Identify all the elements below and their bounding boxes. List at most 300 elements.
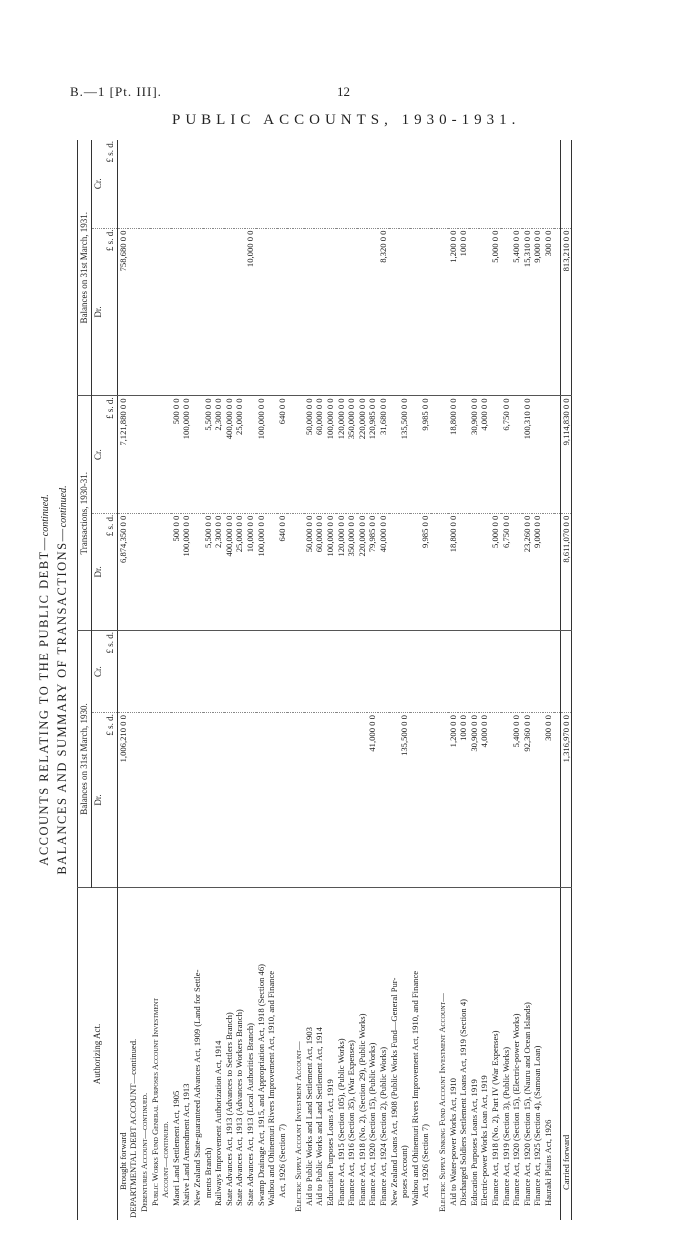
amount-cell: 400,000 0 0 [224, 396, 235, 513]
amount-cell [224, 140, 235, 228]
page-number: 12 [337, 84, 350, 99]
amount-cell [266, 631, 277, 713]
table-row [522, 140, 533, 1220]
row-label: Finance Act, 1918 (No. 2), (Section 29), (Public Works) [356, 1013, 367, 1206]
amount-cell [479, 140, 490, 228]
amount-cell [458, 140, 469, 228]
amount-cell: 100,000 0 0 [325, 513, 336, 630]
table-row [277, 140, 288, 1220]
amount-cell [160, 713, 171, 888]
table-row [139, 140, 150, 1220]
amount-cell [192, 140, 203, 228]
amount-cell: 100,000 0 0 [256, 396, 267, 513]
amount-cell: 300 0 0 [543, 228, 554, 396]
amount-cell [410, 396, 421, 513]
amount-cell [336, 140, 347, 228]
amount-cell [139, 513, 150, 630]
amount-cell [128, 631, 139, 713]
row-label: New Zealand Loans Act, 1908 (Public Works Fund—General Pur- [388, 977, 399, 1206]
amount-cell [203, 140, 214, 228]
amount-cell: 30,900 0 0 [469, 713, 480, 888]
row-label: Education Purposes Loans Act, 1919 [468, 1079, 479, 1206]
col-balances-1931: Balances on 31st March, 1931. [78, 140, 92, 396]
amount-cell [181, 140, 192, 228]
amount-cell [479, 631, 490, 713]
amount-cell [224, 228, 235, 396]
row-label: Swamp Drainage Act, 1915, and Appropriation Act, 1918 (Section 46) [255, 963, 266, 1206]
row-label: Education Purposes Loans Act, 1919 [325, 1079, 336, 1206]
table-row [490, 140, 501, 1220]
amount-cell [150, 140, 161, 228]
table-row [234, 140, 245, 1220]
amount-cell [389, 228, 400, 396]
amount-cell [128, 513, 139, 630]
amount-cell: 41,000 0 0 [367, 713, 378, 888]
amount-cell [256, 631, 267, 713]
amount-cell [128, 228, 139, 396]
amount-cell [437, 140, 448, 228]
row-label: Brought forward [117, 1132, 128, 1190]
amount-cell [224, 631, 235, 713]
amount-cell [171, 228, 182, 396]
amount-cell: 9,000 0 0 [532, 228, 543, 396]
amount-cell [139, 396, 150, 513]
table-row [150, 140, 161, 1220]
row-label: Act, 1926 (Section 7) [420, 1124, 431, 1198]
amount-cell [511, 631, 522, 713]
amount-cell [192, 228, 203, 396]
amount-cell [256, 140, 267, 228]
amount-cell [139, 140, 150, 228]
amount-cell [469, 228, 480, 396]
amount-cell [522, 631, 533, 713]
amount-cell: 500 0 0 [171, 396, 182, 513]
table-row [346, 140, 357, 1220]
row-label: Finance Act, 1920 (Section 15), (Nauru and Ocean Islands) [521, 1002, 532, 1206]
amount-cell: 120,985 0 0 [367, 396, 378, 513]
amount-cell [293, 513, 304, 630]
row-label: Waihou and Ohinemuri Rivers Improvement Act, 1910, and Finance [266, 970, 277, 1206]
amount-cell: 1,200 0 0 [448, 228, 459, 396]
amount-cell [336, 713, 347, 888]
amount-cell [314, 713, 325, 888]
row-label: Maori Land Settlement Act, 1905 [170, 1090, 181, 1206]
amount-cell [511, 396, 522, 513]
amount-cell [469, 140, 480, 228]
amount-cell [139, 713, 150, 888]
col-transactions: Transactions, 1930-31. [78, 396, 92, 631]
unit-label: £ s. d. [104, 396, 117, 513]
amount-cell: 10,000 0 0 [245, 513, 256, 630]
amount-cell [410, 513, 421, 630]
amount-cell [266, 713, 277, 888]
amount-cell: 5,000 0 0 [490, 228, 501, 396]
row-label: Finance Act, 1918 (No. 2), Part IV (War Expenses) [489, 1030, 500, 1206]
amount-cell [437, 396, 448, 513]
row-label: Aid to Public Works and Land Settlement Act, 1914 [314, 1027, 325, 1206]
table-row [420, 140, 431, 1220]
amount-cell: 79,985 0 0 [367, 513, 378, 630]
row-label: State Advances Act, 1913 (Local Authorities Branch) [244, 1022, 255, 1206]
amount-cell [490, 631, 501, 713]
amount-cell [181, 228, 192, 396]
unit-label: £ s. d. [104, 228, 117, 396]
row-label: Electric Supply Sinking Fund Account Investment Account— [437, 993, 447, 1212]
table-body [117, 140, 571, 1220]
amount-cell [410, 631, 421, 713]
amount-cell [469, 631, 480, 713]
amount-cell [304, 228, 315, 396]
amount-cell [192, 396, 203, 513]
amount-cell [245, 140, 256, 228]
row-label: State Advances Act, 1913 (Advances to Workers Branch) [234, 1009, 245, 1206]
amount-cell [389, 513, 400, 630]
table-row [501, 140, 512, 1220]
amount-cell [543, 140, 554, 228]
amount-cell [128, 713, 139, 888]
amount-cell [150, 228, 161, 396]
table-row [304, 140, 315, 1220]
amount-cell [490, 713, 501, 888]
amount-cell: 758,680 0 0 [117, 228, 128, 396]
row-label: ments Branch) [202, 1147, 213, 1198]
col-authorizing-act: Authorizing Act. [78, 888, 118, 1221]
amount-cell: 4,000 0 0 [479, 713, 490, 888]
row-label: Hauraki Plains Act, 1926 [542, 1119, 553, 1206]
unit-label: £ s. d. [104, 713, 117, 888]
amount-cell [325, 713, 336, 888]
col-dr: Dr. [91, 228, 104, 396]
amount-cell [117, 631, 128, 713]
amount-cell [293, 713, 304, 888]
row-label: Electric Supply Account Investment Account— [293, 1041, 304, 1212]
amount-cell: 100,000 0 0 [256, 513, 267, 630]
amount-cell [128, 140, 139, 228]
amount-cell [293, 396, 304, 513]
amount-cell: 135,500 0 0 [399, 713, 410, 888]
amount-cell: 1,200 0 0 [448, 713, 459, 888]
amount-cell [532, 631, 543, 713]
amount-cell [203, 713, 214, 888]
amount-cell: 5,400 0 0 [511, 228, 522, 396]
table-title: ACCOUNTS RELATING TO THE PUBLIC DEBT—continued. [37, 494, 51, 866]
amount-cell [325, 228, 336, 396]
amount-cell: 640 0 0 [277, 396, 288, 513]
amount-cell [501, 713, 512, 888]
amount-cell: 9,000 0 0 [532, 513, 543, 630]
amount-cell [501, 631, 512, 713]
amount-cell [469, 513, 480, 630]
row-label: Finance Act, 1925 (Section 4), (Samoan Loan) [532, 1045, 543, 1206]
amount-cell: 92,360 0 0 [522, 713, 533, 888]
table-row [192, 140, 203, 1220]
table-row [293, 140, 304, 1220]
row-label: Public Works Fund General Purposes Account Investment [149, 998, 160, 1206]
row-label: Debentures Account—continued. [138, 1092, 149, 1212]
amount-cell [234, 140, 245, 228]
amount-cell [314, 140, 325, 228]
amount-cell: 6,750 0 0 [501, 396, 512, 513]
row-label: Electric-power Works Loan Act, 1919 [479, 1075, 490, 1206]
amount-cell: 5,500 0 0 [203, 396, 214, 513]
amount-cell [511, 140, 522, 228]
amount-cell [367, 228, 378, 396]
amount-cell [367, 140, 378, 228]
amount-cell [325, 631, 336, 713]
amount-cell [266, 228, 277, 396]
amount-cell [532, 140, 543, 228]
row-label: Discharged Soldiers Settlement Loans Act, 1919 (Section 4) [458, 998, 469, 1206]
table-row [266, 140, 277, 1220]
table-row [448, 140, 459, 1220]
amount-cell: 300 0 0 [543, 713, 554, 888]
amount-cell [399, 631, 410, 713]
amount-cell [150, 513, 161, 630]
amount-cell [479, 228, 490, 396]
amount-cell: 100,000 0 0 [181, 513, 192, 630]
amount-cell [346, 713, 357, 888]
table-row [410, 140, 421, 1220]
amount-cell [213, 228, 224, 396]
amount-cell [357, 140, 368, 228]
amount-cell [420, 713, 431, 888]
page-title: PUBLIC ACCOUNTS, 1930-1931. [172, 112, 521, 128]
row-label: Finance Act, 1920 (Section 15), (Electric-power Works) [511, 1013, 522, 1206]
amount-cell: 640 0 0 [277, 513, 288, 630]
row-label: Finance Act, 1916 (Section 35), (War Expenses) [346, 1040, 357, 1206]
table-row [458, 140, 469, 1220]
amount-cell [399, 513, 410, 630]
table-row [357, 140, 368, 1220]
amount-cell: 5,500 0 0 [203, 513, 214, 630]
table-row [469, 140, 480, 1220]
amount-cell [490, 140, 501, 228]
amount-cell [192, 631, 203, 713]
table-row [256, 140, 267, 1220]
accounts-table [77, 140, 572, 1220]
amount-cell: 813,210 0 0 [560, 228, 572, 396]
amount-cell [399, 228, 410, 396]
table-row [160, 140, 171, 1220]
table-row [325, 140, 336, 1220]
amount-cell: 4,000 0 0 [479, 396, 490, 513]
amount-cell [543, 631, 554, 713]
amount-cell [336, 631, 347, 713]
table-row [378, 140, 389, 1220]
amount-cell [378, 140, 389, 228]
amount-cell [420, 228, 431, 396]
col-dr: Dr. [91, 513, 104, 630]
amount-cell [150, 713, 161, 888]
amount-cell [304, 631, 315, 713]
amount-cell: 400,000 0 0 [224, 513, 235, 630]
amount-cell: 100 0 0 [458, 713, 469, 888]
amount-cell: 7,121,880 0 0 [117, 396, 128, 513]
amount-cell [150, 396, 161, 513]
amount-cell [277, 631, 288, 713]
amount-cell [410, 713, 421, 888]
table-row [437, 140, 448, 1220]
table-subtitle: BALANCES AND SUMMARY OF TRANSACTIONS—continued. [55, 485, 69, 875]
amount-cell [256, 713, 267, 888]
row-label: Account—continued. [160, 1121, 171, 1198]
row-label: Waihou and Ohinemuri Rivers Improvement Act, 1910, and Finance [409, 970, 420, 1206]
amount-cell [213, 713, 224, 888]
amount-cell: 18,800 0 0 [448, 513, 459, 630]
table-row [543, 140, 554, 1220]
table-row [511, 140, 522, 1220]
amount-cell [560, 631, 572, 713]
amount-cell [160, 396, 171, 513]
amount-cell [277, 713, 288, 888]
amount-cell: 1,316,970 0 0 [560, 713, 572, 888]
amount-cell [160, 140, 171, 228]
amount-cell [501, 140, 512, 228]
amount-cell [357, 228, 368, 396]
amount-cell [266, 396, 277, 513]
table-row [367, 140, 378, 1220]
amount-cell [346, 631, 357, 713]
amount-cell [389, 631, 400, 713]
table-row [203, 140, 214, 1220]
amount-cell: 9,114,830 0 0 [560, 396, 572, 513]
amount-cell [511, 513, 522, 630]
amount-cell [181, 713, 192, 888]
amount-cell: 9,985 0 0 [420, 396, 431, 513]
col-cr: Cr. [91, 140, 104, 228]
amount-cell [458, 396, 469, 513]
row-label: Native Land Amendment Act, 1913 [181, 1083, 192, 1206]
amount-cell: 9,985 0 0 [420, 513, 431, 630]
amount-cell [367, 631, 378, 713]
document-code: B.—1 [Pt. III]. [70, 84, 162, 99]
amount-cell [128, 396, 139, 513]
amount-cell: 120,000 0 0 [336, 396, 347, 513]
amount-cell [314, 228, 325, 396]
amount-cell [389, 713, 400, 888]
amount-cell [437, 631, 448, 713]
amount-cell: 8,611,070 0 0 [560, 513, 572, 630]
amount-cell [192, 513, 203, 630]
amount-cell [192, 713, 203, 888]
amount-cell [490, 396, 501, 513]
amount-cell [458, 513, 469, 630]
row-label: Carried forward [560, 1134, 571, 1190]
amount-cell: 30,900 0 0 [469, 396, 480, 513]
amount-cell [420, 631, 431, 713]
amount-cell: 100,310 0 0 [522, 396, 533, 513]
amount-cell [293, 228, 304, 396]
amount-cell [171, 140, 182, 228]
amount-cell [277, 228, 288, 396]
table-row [479, 140, 490, 1220]
amount-cell: 10,000 0 0 [245, 228, 256, 396]
amount-cell [150, 631, 161, 713]
row-label: Finance Act, 1920 (Section 15), (Public Works) [367, 1042, 378, 1206]
table-row [171, 140, 182, 1220]
amount-cell [117, 140, 128, 228]
amount-cell [304, 140, 315, 228]
amount-cell: 15,310 0 0 [522, 228, 533, 396]
row-label: Aid to Water-power Works Act, 1910 [447, 1078, 458, 1206]
amount-cell [532, 396, 543, 513]
amount-cell [501, 228, 512, 396]
amount-cell [171, 631, 182, 713]
amount-cell [234, 631, 245, 713]
amount-cell [245, 713, 256, 888]
table-row [532, 140, 543, 1220]
table-row [181, 140, 192, 1220]
amount-cell: 500 0 0 [171, 513, 182, 630]
table-row [224, 140, 235, 1220]
amount-cell [304, 713, 315, 888]
amount-cell [357, 713, 368, 888]
amount-cell [410, 140, 421, 228]
amount-cell [532, 713, 543, 888]
unit-label: £ s. d. [104, 513, 117, 630]
amount-cell [437, 513, 448, 630]
amount-cell [325, 140, 336, 228]
amount-cell [266, 140, 277, 228]
amount-cell [245, 396, 256, 513]
amount-cell [160, 228, 171, 396]
amount-cell: 50,000 0 0 [304, 513, 315, 630]
amount-cell [213, 631, 224, 713]
amount-cell [203, 631, 214, 713]
amount-cell [277, 140, 288, 228]
amount-cell [336, 228, 347, 396]
amount-cell [420, 140, 431, 228]
amount-cell [234, 228, 245, 396]
amount-cell [139, 228, 150, 396]
amount-cell [203, 228, 214, 396]
amount-cell [160, 513, 171, 630]
row-label: Finance Act, 1924 (Section 2), (Public Works) [378, 1046, 389, 1206]
amount-cell [389, 396, 400, 513]
amount-cell [234, 713, 245, 888]
row-label: Aid to Public Works and Land Settlement Act, 1903 [303, 1027, 314, 1206]
amount-cell [399, 140, 410, 228]
amount-cell: 2,300 0 0 [213, 396, 224, 513]
amount-cell: 120,000 0 0 [336, 513, 347, 630]
amount-cell: 25,000 0 0 [234, 513, 245, 630]
table-row [336, 140, 347, 1220]
amount-cell: 18,800 0 0 [448, 396, 459, 513]
row-label: Railways Improvement Authorization Act, 1914 [213, 1040, 224, 1206]
row-label: Act, 1926 (Section 7) [276, 1124, 287, 1198]
amount-cell [448, 631, 459, 713]
amount-cell [543, 513, 554, 630]
table-row [399, 140, 410, 1220]
amount-cell [378, 713, 389, 888]
amount-cell [448, 140, 459, 228]
row-label: New Zealand State-guaranteed Advances Act, 1909 (Land for Settle- [191, 969, 202, 1206]
amount-cell: 23,260 0 0 [522, 513, 533, 630]
amount-cell [437, 228, 448, 396]
amount-cell [245, 631, 256, 713]
amount-cell: 100,000 0 0 [325, 396, 336, 513]
amount-cell [560, 140, 572, 228]
amount-cell [522, 140, 533, 228]
col-dr: Dr. [91, 713, 104, 888]
col-balances-1930: Balances on 31st March, 1930. [78, 631, 92, 888]
row-label: Finance Act, 1915 (Section 105), (Public Works) [335, 1038, 346, 1206]
table-row [314, 140, 325, 1220]
amount-cell [139, 631, 150, 713]
amount-cell: 100,000 0 0 [181, 396, 192, 513]
amount-cell: 220,000 0 0 [357, 396, 368, 513]
table-row [117, 140, 128, 1220]
